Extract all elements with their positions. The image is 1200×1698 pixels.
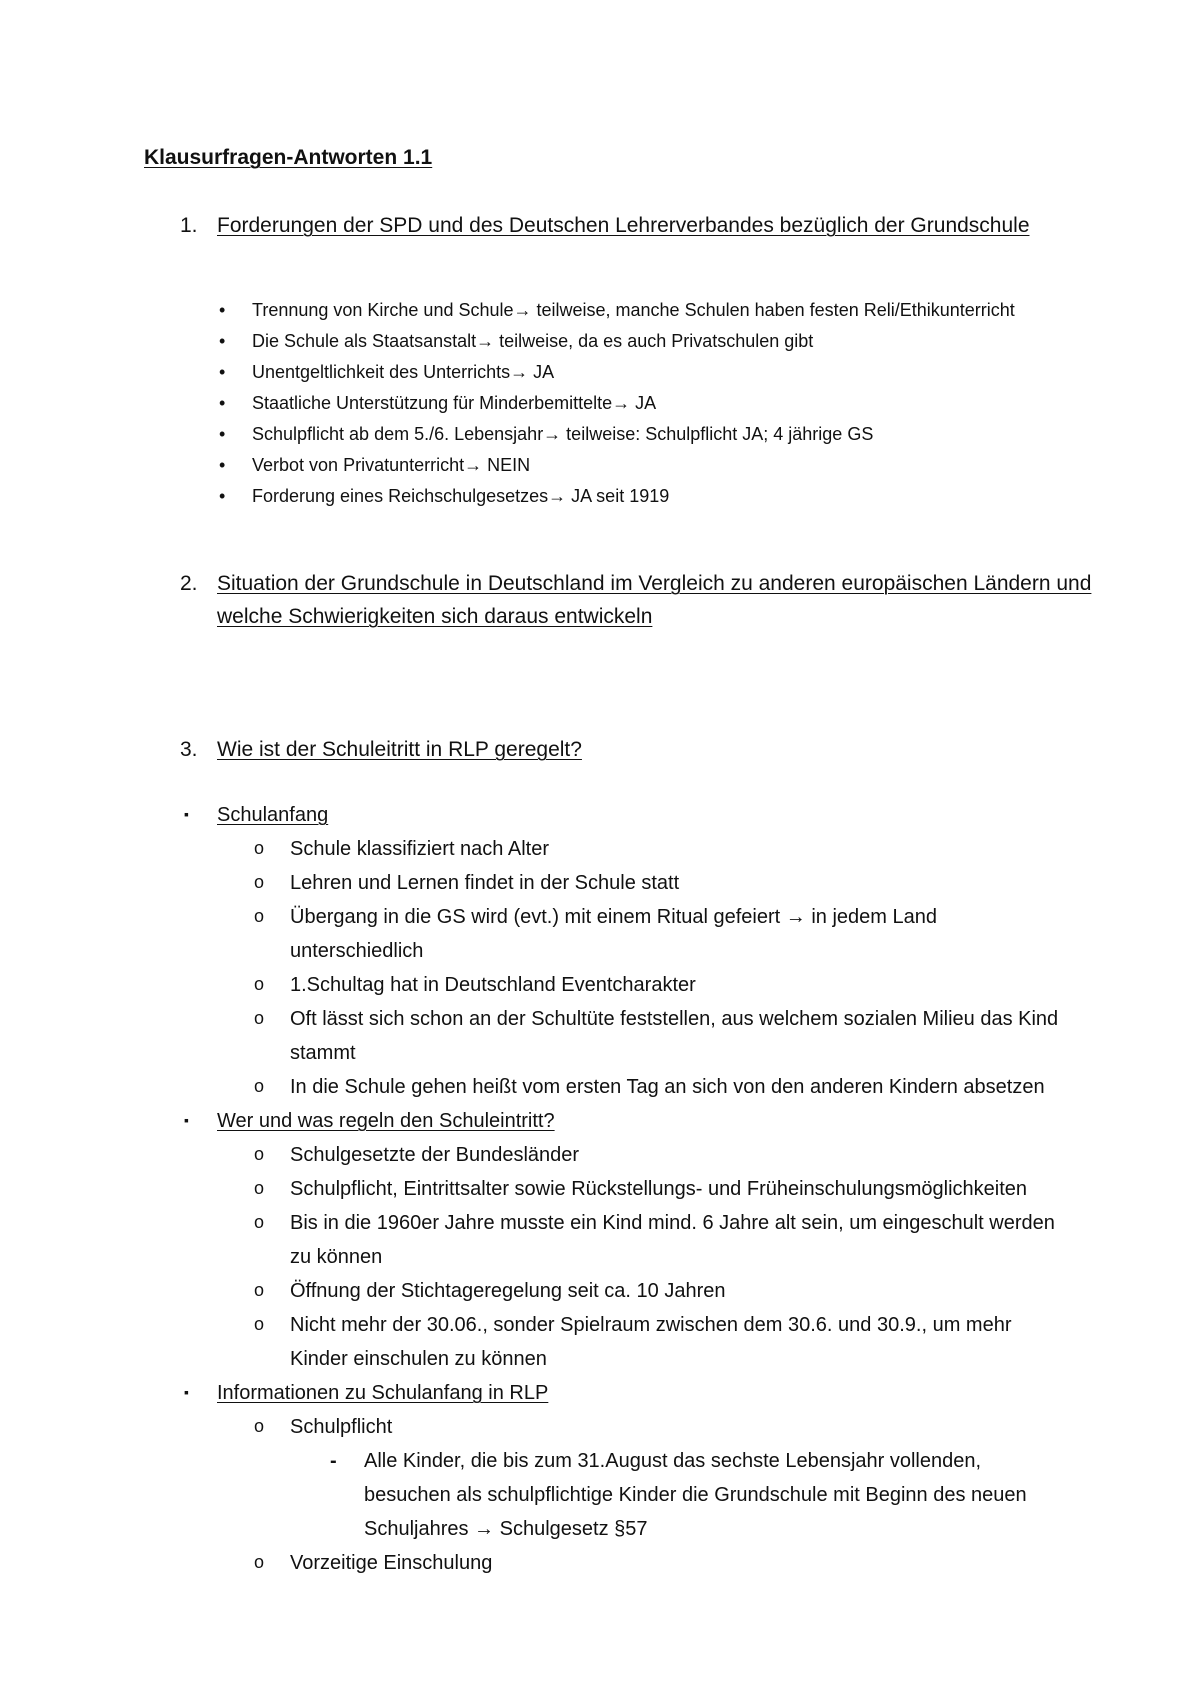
bullet-marker: • — [219, 486, 226, 506]
bullet-marker: • — [219, 362, 226, 382]
section-heading-schuleintritt: Wer und was regeln den Schuleintritt? — [217, 1110, 555, 1132]
list-item: Oft lässt sich schon an der Schultüte feststellen, aus welchem sozialen Milieu das Kind — [290, 1008, 1059, 1030]
list-item: Bis in die 1960er Jahre musste ein Kind mind. 6 Jahre alt sein, um eingeschult werden — [290, 1212, 1055, 1234]
list-item: Schulgesetzte der Bundesländer — [290, 1144, 580, 1166]
sub-list-item: Alle Kinder, die bis zum 31.August das sechste Lebensjahr vollenden, — [364, 1450, 982, 1472]
circle-marker: o — [254, 1076, 265, 1096]
list-item: Die Schule als Staatsanstalt→ teilweise, da es auch Privatschulen gibt — [252, 331, 814, 351]
circle-marker: o — [254, 974, 265, 994]
question-3-text: Wie ist der Schuleitritt in RLP geregelt? — [217, 738, 582, 761]
list-item-continuation: zu können — [290, 1246, 383, 1268]
square-marker: ▪ — [184, 1112, 189, 1128]
list-item: Öffnung der Stichtageregelung seit ca. 10 Jahren — [290, 1280, 726, 1302]
list-item: Unentgeltlichkeit des Unterrichts→ JA — [252, 362, 555, 382]
circle-marker: o — [254, 1178, 265, 1198]
circle-marker: o — [254, 906, 265, 926]
section-heading-schulanfang: Schulanfang — [217, 804, 329, 826]
bullet-marker: • — [219, 300, 226, 320]
circle-marker: o — [254, 1144, 265, 1164]
list-item: Schulpflicht, Eintrittsalter sowie Rückstellungs- und Früheinschulungsmöglichkeiten — [290, 1178, 1028, 1200]
sub-list-item-continuation: Schuljahres → Schulgesetz §57 — [364, 1518, 648, 1540]
list-item: Staatliche Unterstützung für Minderbemittelte→ JA — [252, 393, 657, 413]
circle-marker: o — [254, 1212, 265, 1232]
circle-marker: o — [254, 1008, 265, 1028]
question-2-line-1: Situation der Grundschule in Deutschland im Vergleich zu anderen europäischen Ländern und — [217, 572, 1092, 595]
list-item: Vorzeitige Einschulung — [290, 1552, 493, 1574]
list-item: Schulpflicht — [290, 1416, 393, 1438]
question-2-line-2: welche Schwierigkeiten sich daraus entwickeln — [217, 605, 653, 628]
dash-marker: - — [330, 1450, 337, 1472]
bullet-marker: • — [219, 331, 226, 351]
question-2-number: 2. — [180, 572, 198, 595]
list-item: Schulpflicht ab dem 5./6. Lebensjahr→ teilweise: Schulpflicht JA; 4 jährige GS — [252, 424, 874, 444]
circle-marker: o — [254, 838, 265, 858]
document-title: Klausurfragen-Antworten 1.1 — [144, 146, 433, 169]
question-3-number: 3. — [180, 738, 198, 761]
circle-marker: o — [254, 1314, 265, 1334]
list-item-continuation: Kinder einschulen zu können — [290, 1348, 547, 1370]
circle-marker: o — [254, 872, 265, 892]
list-item: Übergang in die GS wird (evt.) mit einem Ritual gefeiert → in jedem Land — [290, 906, 937, 928]
circle-marker: o — [254, 1552, 265, 1572]
list-item: Nicht mehr der 30.06., sonder Spielraum zwischen dem 30.6. und 30.9., um mehr — [290, 1314, 1012, 1336]
square-marker: ▪ — [184, 806, 189, 822]
list-item: Trennung von Kirche und Schule→ teilweise, manche Schulen haben festen Reli/Ethikunterricht — [252, 300, 1015, 320]
question-1-number: 1. — [180, 214, 198, 237]
list-item-continuation: stammt — [290, 1042, 356, 1064]
list-item: Verbot von Privatunterricht→ NEIN — [252, 455, 531, 475]
bullet-marker: • — [219, 455, 226, 475]
list-item: 1.Schultag hat in Deutschland Eventcharakter — [290, 974, 696, 996]
bullet-marker: • — [219, 393, 226, 413]
list-item: Schule klassifiziert nach Alter — [290, 838, 550, 860]
sub-list-item-continuation: besuchen als schulpflichtige Kinder die Grundschule mit Beginn des neuen — [364, 1484, 1027, 1506]
list-item: Lehren und Lernen findet in der Schule statt — [290, 872, 680, 894]
circle-marker: o — [254, 1416, 265, 1436]
section-heading-informationen: Informationen zu Schulanfang in RLP — [217, 1382, 549, 1404]
list-item: Forderung eines Reichschulgesetzes→ JA seit 1919 — [252, 486, 670, 506]
circle-marker: o — [254, 1280, 265, 1300]
question-1-text: Forderungen der SPD und des Deutschen Lehrerverbandes bezüglich der Grundschule — [217, 214, 1030, 237]
list-item: In die Schule gehen heißt vom ersten Tag an sich von den anderen Kindern absetzen — [290, 1076, 1045, 1098]
list-item-continuation: unterschiedlich — [290, 940, 424, 962]
square-marker: ▪ — [184, 1384, 189, 1400]
bullet-marker: • — [219, 424, 226, 444]
